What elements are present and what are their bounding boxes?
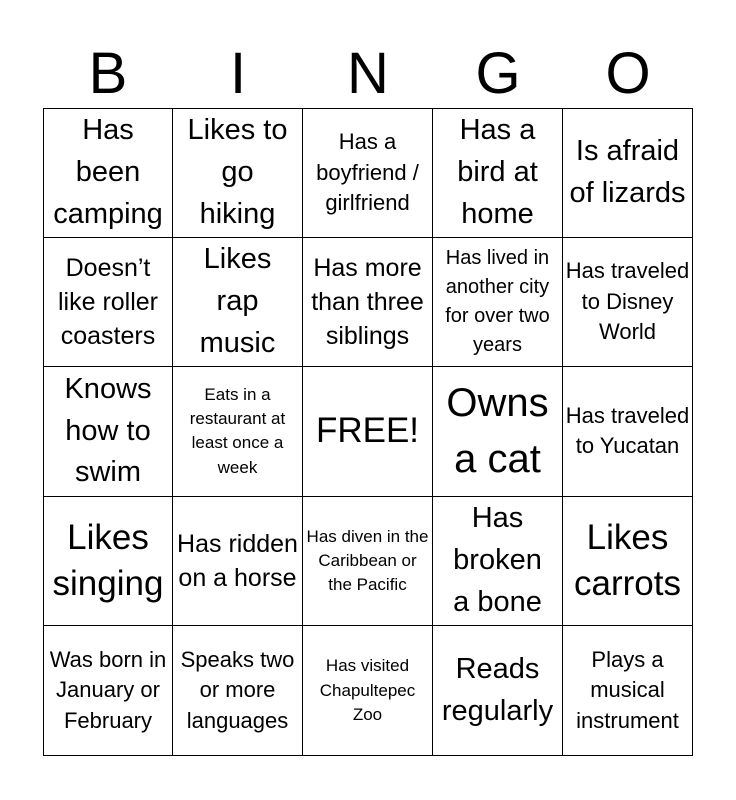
- bingo-cell[interactable]: [303, 238, 433, 368]
- free-space-label: FREE!: [315, 411, 420, 451]
- bingo-cell[interactable]: [433, 238, 563, 368]
- cell-label: Eats in a restaurant at least once a week: [189, 385, 286, 477]
- cell-label: Plays a musical instrument: [576, 647, 679, 733]
- bingo-cell[interactable]: [563, 626, 693, 756]
- bingo-cell-free[interactable]: [303, 367, 433, 497]
- cell-label: Has a boyfriend / girlfriend: [316, 129, 419, 215]
- bingo-cell[interactable]: [303, 108, 433, 238]
- header-letter-n: N: [347, 41, 389, 106]
- header-letter-i: I: [229, 41, 247, 106]
- bingo-cell[interactable]: [43, 367, 173, 497]
- cell-label: Speaks two or more languages: [180, 647, 295, 733]
- cell-label: Is afraid of lizards: [569, 135, 686, 209]
- cell-label: Has visited Chapultepec Zoo: [319, 656, 416, 724]
- bingo-cell[interactable]: [43, 626, 173, 756]
- cell-label: Likes to go hiking: [187, 114, 288, 230]
- bingo-header: [43, 40, 693, 108]
- bingo-cell[interactable]: [433, 108, 563, 238]
- bingo-cell[interactable]: [173, 626, 303, 756]
- cell-label: Has more than three siblings: [311, 253, 424, 350]
- cell-label: Owns a cat: [446, 381, 549, 482]
- header-letter-g: G: [475, 41, 521, 106]
- cell-label: Has a bird at home: [457, 114, 538, 230]
- bingo-cell[interactable]: [433, 367, 563, 497]
- header-letter-b: B: [88, 41, 128, 106]
- cell-label: Likes singing: [52, 517, 164, 604]
- cell-label: Reads regularly: [441, 652, 554, 727]
- cell-label: Knows how to swim: [64, 372, 152, 489]
- bingo-cell[interactable]: [563, 108, 693, 238]
- bingo-cell[interactable]: [563, 367, 693, 497]
- bingo-cell[interactable]: [303, 497, 433, 627]
- cell-label: Was born in January or February: [49, 647, 167, 733]
- bingo-cell[interactable]: [173, 238, 303, 368]
- bingo-cell[interactable]: [173, 108, 303, 238]
- cell-label: Has lived in another city for over two years: [445, 246, 550, 356]
- cell-label: Likes carrots: [574, 517, 681, 604]
- bingo-cell[interactable]: [173, 367, 303, 497]
- cell-label: Has ridden on a horse: [177, 530, 298, 593]
- header-letter-o: O: [605, 41, 651, 106]
- cell-label: Has traveled to Disney World: [565, 258, 690, 345]
- cell-label: Doesn’t like roller coasters: [57, 253, 159, 350]
- bingo-cell[interactable]: [433, 497, 563, 627]
- cell-label: Has diven in the Caribbean or the Pacific: [306, 526, 429, 595]
- cell-label: Likes rap music: [199, 243, 276, 359]
- cell-label: Has been camping: [53, 114, 163, 230]
- bingo-cell[interactable]: [563, 238, 693, 368]
- bingo-grid: [43, 108, 693, 756]
- bingo-cell[interactable]: [43, 238, 173, 368]
- cell-label: Has broken a bone: [453, 502, 542, 618]
- bingo-cell[interactable]: [433, 626, 563, 756]
- cell-label: Has traveled to Yucatan: [565, 403, 690, 459]
- bingo-cell[interactable]: [43, 497, 173, 627]
- bingo-cell[interactable]: [43, 108, 173, 238]
- bingo-cell[interactable]: [303, 626, 433, 756]
- bingo-cell[interactable]: [563, 497, 693, 627]
- bingo-cell[interactable]: [173, 497, 303, 627]
